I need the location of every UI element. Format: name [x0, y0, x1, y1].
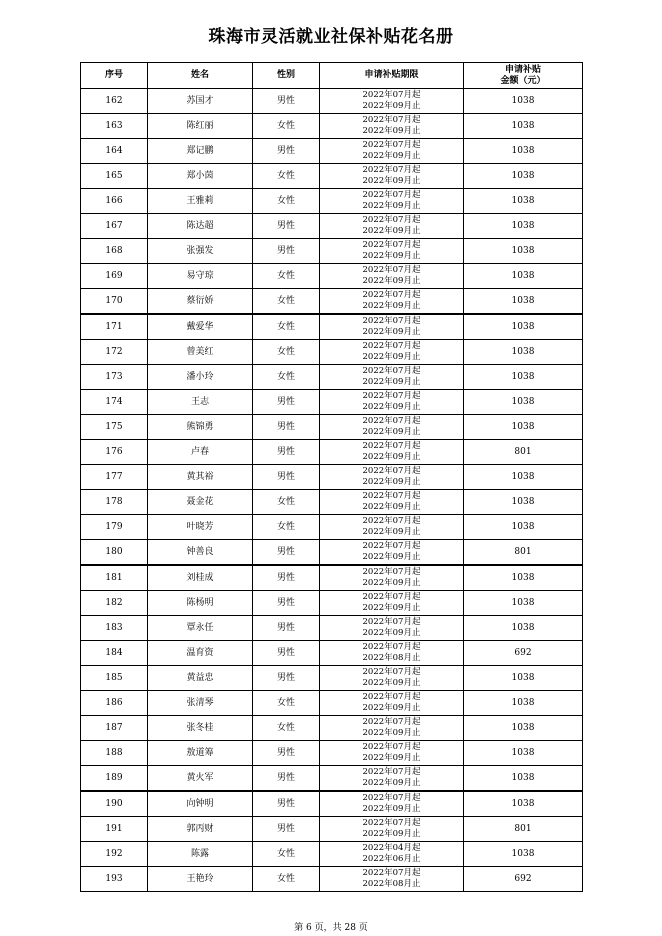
row-period: [320, 465, 464, 490]
row-period-start: 2022年07月起: [362, 465, 421, 476]
row-seq: 188: [81, 741, 148, 766]
row-period: [320, 867, 464, 892]
row-amount: 1038: [464, 766, 583, 792]
row-period-end: 2022年09月止: [362, 829, 421, 839]
row-seq: 173: [81, 365, 148, 390]
table-row: [81, 591, 583, 616]
row-seq: 186: [81, 691, 148, 716]
header-seq: 序号: [81, 63, 148, 89]
row-name: 王志: [148, 390, 253, 415]
row-amount: 1038: [464, 390, 583, 415]
row-gender: 女性: [253, 114, 320, 139]
table-row: [81, 89, 583, 114]
row-period-start: 2022年07月起: [362, 114, 421, 125]
row-period: [320, 340, 464, 365]
row-seq: 179: [81, 515, 148, 540]
row-period-start: 2022年07月起: [362, 164, 421, 175]
row-period-end: 2022年06月止: [362, 854, 421, 864]
row-period-start: 2022年07月起: [362, 766, 421, 777]
row-period-end: 2022年09月止: [362, 703, 421, 713]
row-period-end: 2022年09月止: [362, 678, 421, 688]
row-period-start: 2022年07月起: [362, 741, 421, 752]
row-period-end: 2022年09月止: [362, 126, 421, 136]
row-amount: 1038: [464, 741, 583, 766]
row-period: [320, 565, 464, 591]
row-period-start: 2022年07月起: [362, 490, 421, 501]
row-amount: 1038: [464, 89, 583, 114]
row-period-start: 2022年07月起: [362, 867, 421, 878]
row-period-end: 2022年09月止: [362, 251, 421, 261]
table-row: [81, 490, 583, 515]
row-period-end: 2022年09月止: [362, 578, 421, 588]
row-name: 郑记鹏: [148, 139, 253, 164]
header-amount-line1: 申请补贴: [504, 64, 541, 75]
row-period-end: 2022年09月止: [362, 452, 421, 462]
row-seq: 168: [81, 239, 148, 264]
table-row: [81, 264, 583, 289]
row-period-start: 2022年07月起: [362, 666, 421, 677]
row-period: [320, 214, 464, 239]
table-row: [81, 465, 583, 490]
row-period-start: 2022年07月起: [362, 365, 421, 376]
row-period: [320, 264, 464, 289]
row-name: 向钟明: [148, 791, 253, 817]
row-period-end: 2022年09月止: [362, 628, 421, 638]
row-seq: 181: [81, 565, 148, 591]
row-amount: 801: [464, 440, 583, 465]
row-period-end: 2022年09月止: [362, 603, 421, 613]
row-period: [320, 641, 464, 666]
row-amount: 801: [464, 817, 583, 842]
table-row: [81, 214, 583, 239]
row-gender: 男性: [253, 641, 320, 666]
row-name: 覃永任: [148, 616, 253, 641]
row-period: [320, 817, 464, 842]
row-period-start: 2022年07月起: [362, 415, 421, 426]
row-period: [320, 164, 464, 189]
row-period: [320, 440, 464, 465]
row-period-end: 2022年08月止: [362, 879, 421, 889]
row-name: 熊锦勇: [148, 415, 253, 440]
row-period: [320, 691, 464, 716]
row-amount: 1038: [464, 365, 583, 390]
row-seq: 174: [81, 390, 148, 415]
row-period-start: 2022年07月起: [362, 315, 421, 326]
row-name: 黄益忠: [148, 666, 253, 691]
row-period-end: 2022年09月止: [362, 753, 421, 763]
header-name: 姓名: [148, 63, 253, 89]
row-amount: 1038: [464, 666, 583, 691]
row-period: [320, 766, 464, 792]
row-gender: 男性: [253, 817, 320, 842]
row-gender: 男性: [253, 666, 320, 691]
row-seq: 167: [81, 214, 148, 239]
row-period-end: 2022年08月止: [362, 653, 421, 663]
row-gender: 男性: [253, 766, 320, 792]
row-gender: 女性: [253, 842, 320, 867]
row-gender: 男性: [253, 565, 320, 591]
row-name: 曾美红: [148, 340, 253, 365]
table-row: [81, 842, 583, 867]
table-row: [81, 515, 583, 540]
row-gender: 男性: [253, 214, 320, 239]
row-period-start: 2022年07月起: [362, 515, 421, 526]
table-row: [81, 641, 583, 666]
row-period: [320, 791, 464, 817]
header-amount-line2: 金额（元）: [500, 75, 546, 86]
table-row: [81, 691, 583, 716]
row-name: 张强发: [148, 239, 253, 264]
row-name: 敖道筹: [148, 741, 253, 766]
row-name: 陈红丽: [148, 114, 253, 139]
row-period-end: 2022年09月止: [362, 201, 421, 211]
row-period-start: 2022年07月起: [362, 616, 421, 627]
row-gender: 男性: [253, 139, 320, 164]
row-period: [320, 540, 464, 566]
row-period-end: 2022年09月止: [362, 176, 421, 186]
header-period: 申请补贴期限: [320, 63, 464, 89]
row-amount: 1038: [464, 164, 583, 189]
row-period-start: 2022年07月起: [362, 340, 421, 351]
row-amount: 1038: [464, 264, 583, 289]
table-row: [81, 415, 583, 440]
row-amount: 1038: [464, 340, 583, 365]
row-period-start: 2022年04月起: [362, 842, 421, 853]
row-amount: 1038: [464, 239, 583, 264]
row-amount: 1038: [464, 114, 583, 139]
row-gender: 女性: [253, 691, 320, 716]
table-row: [81, 741, 583, 766]
row-name: 戴爱华: [148, 314, 253, 340]
row-period-start: 2022年07月起: [362, 189, 421, 200]
row-period-end: 2022年09月止: [362, 327, 421, 337]
row-name: 陈杨明: [148, 591, 253, 616]
row-period-start: 2022年07月起: [362, 591, 421, 602]
row-seq: 163: [81, 114, 148, 139]
row-gender: 男性: [253, 415, 320, 440]
row-amount: 1038: [464, 490, 583, 515]
row-seq: 193: [81, 867, 148, 892]
row-gender: 女性: [253, 867, 320, 892]
row-amount: 1038: [464, 139, 583, 164]
row-period: [320, 365, 464, 390]
table-row: [81, 867, 583, 892]
row-seq: 185: [81, 666, 148, 691]
row-name: 钟善良: [148, 540, 253, 566]
row-name: 卢春: [148, 440, 253, 465]
row-period: [320, 515, 464, 540]
row-period-start: 2022年07月起: [362, 139, 421, 150]
row-name: 温育资: [148, 641, 253, 666]
row-amount: 1038: [464, 415, 583, 440]
row-name: 王雅莉: [148, 189, 253, 214]
row-gender: 女性: [253, 340, 320, 365]
table-row: [81, 365, 583, 390]
row-period-end: 2022年09月止: [362, 352, 421, 362]
row-name: 蔡衍娇: [148, 289, 253, 315]
page-title: 珠海市灵活就业社保补贴花名册: [208, 27, 454, 47]
row-period-start: 2022年07月起: [362, 691, 421, 702]
row-name: 陈露: [148, 842, 253, 867]
row-gender: 男性: [253, 616, 320, 641]
row-period: [320, 289, 464, 315]
row-period-start: 2022年07月起: [362, 817, 421, 828]
row-gender: 男性: [253, 791, 320, 817]
row-seq: 177: [81, 465, 148, 490]
row-seq: 175: [81, 415, 148, 440]
row-period: [320, 490, 464, 515]
row-seq: 164: [81, 139, 148, 164]
row-period-start: 2022年07月起: [362, 716, 421, 727]
table-row: [81, 390, 583, 415]
row-period: [320, 591, 464, 616]
row-period: [320, 842, 464, 867]
row-period-start: 2022年07月起: [362, 540, 421, 551]
table-row: [81, 791, 583, 817]
row-amount: 692: [464, 867, 583, 892]
table-row: [81, 666, 583, 691]
row-period-end: 2022年09月止: [362, 804, 421, 814]
row-amount: 1038: [464, 289, 583, 315]
table-row: [81, 766, 583, 792]
row-name: 叶晓芳: [148, 515, 253, 540]
row-period-end: 2022年09月止: [362, 402, 421, 412]
row-period: [320, 616, 464, 641]
table-row: [81, 114, 583, 139]
row-period: [320, 666, 464, 691]
row-seq: 192: [81, 842, 148, 867]
row-name: 陈达超: [148, 214, 253, 239]
row-period-start: 2022年07月起: [362, 89, 421, 100]
header-gender: 性别: [253, 63, 320, 89]
row-gender: 男性: [253, 540, 320, 566]
row-period: [320, 114, 464, 139]
table-row: [81, 289, 583, 315]
row-period-end: 2022年09月止: [362, 151, 421, 161]
row-seq: 183: [81, 616, 148, 641]
row-seq: 189: [81, 766, 148, 792]
row-period: [320, 239, 464, 264]
row-amount: 1038: [464, 791, 583, 817]
page-footer: 第 6 页，共 28 页: [294, 923, 368, 933]
row-seq: 169: [81, 264, 148, 289]
row-amount: 1038: [464, 515, 583, 540]
row-period: [320, 415, 464, 440]
row-period-end: 2022年09月止: [362, 226, 421, 236]
row-period-start: 2022年07月起: [362, 792, 421, 803]
table-row: [81, 189, 583, 214]
row-seq: 171: [81, 314, 148, 340]
row-name: 黄火军: [148, 766, 253, 792]
row-gender: 女性: [253, 164, 320, 189]
row-period-end: 2022年09月止: [362, 552, 421, 562]
row-gender: 男性: [253, 390, 320, 415]
row-seq: 176: [81, 440, 148, 465]
row-period: [320, 741, 464, 766]
row-period-end: 2022年09月止: [362, 778, 421, 788]
row-seq: 170: [81, 289, 148, 315]
row-period-start: 2022年07月起: [362, 440, 421, 451]
row-seq: 162: [81, 89, 148, 114]
row-gender: 女性: [253, 716, 320, 741]
table-row: [81, 565, 583, 591]
row-gender: 女性: [253, 189, 320, 214]
row-name: 苏国才: [148, 89, 253, 114]
row-seq: 182: [81, 591, 148, 616]
row-amount: 1038: [464, 314, 583, 340]
row-name: 张冬桂: [148, 716, 253, 741]
row-name: 易守琼: [148, 264, 253, 289]
row-period-start: 2022年07月起: [362, 289, 421, 300]
row-period-start: 2022年07月起: [362, 214, 421, 225]
row-period-end: 2022年09月止: [362, 477, 421, 487]
row-amount: 801: [464, 540, 583, 566]
row-gender: 女性: [253, 314, 320, 340]
table-row: [81, 616, 583, 641]
row-seq: 184: [81, 641, 148, 666]
row-gender: 男性: [253, 741, 320, 766]
table-row: [81, 239, 583, 264]
row-name: 张清琴: [148, 691, 253, 716]
row-name: 刘桂成: [148, 565, 253, 591]
row-gender: 男性: [253, 239, 320, 264]
row-gender: 女性: [253, 264, 320, 289]
row-period: [320, 716, 464, 741]
row-seq: 190: [81, 791, 148, 817]
row-seq: 191: [81, 817, 148, 842]
row-name: 聂金花: [148, 490, 253, 515]
row-period-start: 2022年07月起: [362, 566, 421, 577]
row-gender: 女性: [253, 490, 320, 515]
row-amount: 1038: [464, 616, 583, 641]
table-row: [81, 340, 583, 365]
row-gender: 女性: [253, 365, 320, 390]
row-gender: 女性: [253, 289, 320, 315]
table-row: [81, 314, 583, 340]
row-period-end: 2022年09月止: [362, 377, 421, 387]
row-amount: 1038: [464, 691, 583, 716]
table-row: [81, 716, 583, 741]
row-amount: 1038: [464, 465, 583, 490]
row-period: [320, 89, 464, 114]
table-row: [81, 164, 583, 189]
row-amount: 1038: [464, 716, 583, 741]
subsidy-roster-table: [80, 62, 583, 892]
table-row: [81, 139, 583, 164]
row-seq: 166: [81, 189, 148, 214]
row-amount: 1038: [464, 565, 583, 591]
row-name: 黄其裕: [148, 465, 253, 490]
row-period-start: 2022年07月起: [362, 264, 421, 275]
row-period: [320, 314, 464, 340]
row-amount: 1038: [464, 591, 583, 616]
table-row: [81, 817, 583, 842]
row-seq: 180: [81, 540, 148, 566]
row-period-end: 2022年09月止: [362, 301, 421, 311]
row-seq: 178: [81, 490, 148, 515]
row-gender: 男性: [253, 440, 320, 465]
row-amount: 1038: [464, 189, 583, 214]
row-period: [320, 390, 464, 415]
row-seq: 187: [81, 716, 148, 741]
row-period-end: 2022年09月止: [362, 276, 421, 286]
row-seq: 172: [81, 340, 148, 365]
row-period-start: 2022年07月起: [362, 641, 421, 652]
row-period-end: 2022年09月止: [362, 728, 421, 738]
row-gender: 男性: [253, 465, 320, 490]
table-row: [81, 440, 583, 465]
row-period-end: 2022年09月止: [362, 101, 421, 111]
row-amount: 1038: [464, 214, 583, 239]
row-period-end: 2022年09月止: [362, 427, 421, 437]
table-row: [81, 540, 583, 566]
row-name: 郑小茵: [148, 164, 253, 189]
row-period: [320, 139, 464, 164]
row-gender: 女性: [253, 515, 320, 540]
row-name: 王艳玲: [148, 867, 253, 892]
row-gender: 男性: [253, 591, 320, 616]
row-amount: 692: [464, 641, 583, 666]
row-period-start: 2022年07月起: [362, 390, 421, 401]
row-seq: 165: [81, 164, 148, 189]
row-name: 郭丙财: [148, 817, 253, 842]
header-amount: [464, 63, 583, 89]
row-gender: 男性: [253, 89, 320, 114]
table-header-row: [81, 63, 583, 89]
row-period-end: 2022年09月止: [362, 527, 421, 537]
row-period: [320, 189, 464, 214]
row-period-end: 2022年09月止: [362, 502, 421, 512]
row-amount: 1038: [464, 842, 583, 867]
row-period-start: 2022年07月起: [362, 239, 421, 250]
row-name: 潘小玲: [148, 365, 253, 390]
